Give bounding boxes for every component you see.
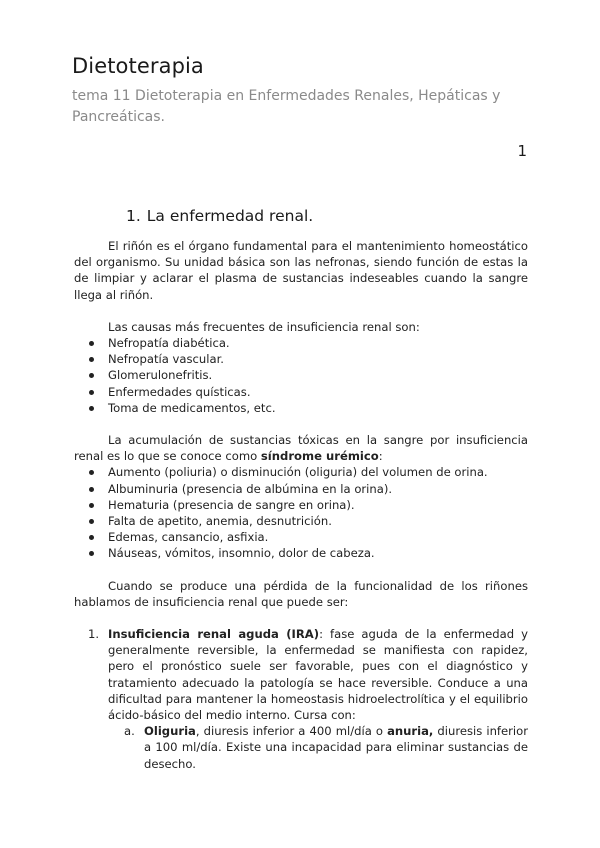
type-name: Insuficiencia renal aguda (IRA) (108, 627, 320, 642)
list-item: Nefropatía diabética. (88, 335, 528, 351)
list-item: Falta de apetito, anemia, desnutrición. (88, 513, 528, 529)
document-subtitle: tema 11 Dietoterapia en Enfermedades Renales, Hepáticas y Pancreáticas. (72, 88, 501, 125)
causes-list (74, 335, 528, 416)
page-number: 1 (517, 142, 527, 160)
subitem-text-1: , diuresis inferior a 400 ml/día o (195, 724, 388, 739)
symptoms-list (74, 464, 528, 561)
document-body (74, 238, 528, 772)
uremic-text: La acumulación de sustancias tóxicas en la sangre por insuficiencia renal es lo que se conoce como (74, 433, 528, 464)
types-list (74, 626, 528, 772)
list-item: Hematuria (presencia de sangre en orina). (88, 497, 528, 513)
list-item: Edemas, cansancio, asfixia. (88, 529, 528, 545)
paragraph-causes-intro: Las causas más frecuentes de insuficiencia renal son: (108, 319, 420, 334)
section-title: La enfermedad renal. (146, 207, 314, 225)
subitem-marker: a. (124, 724, 135, 739)
document-title: Dietoterapia (72, 54, 204, 78)
subitem-term-2: anuria, (387, 724, 434, 739)
paragraph-intro: El riñón es el órgano fundamental para el mantenimiento homeostático del organismo. Su unidad básica son las nefronas, siendo función de estas la de limpiar y aclarar el plasma de sustancias indeseables cuando la sangre llega al riñón. (74, 239, 528, 302)
section-heading (126, 207, 313, 225)
type-item-ira (74, 626, 528, 772)
subitem-term-1: Oliguria (144, 724, 196, 739)
list-item: Aumento (poliuria) o disminución (oliguria) del volumen de orina. (88, 464, 528, 480)
list-item: Glomerulonefritis. (88, 367, 528, 383)
list-item: Albuminuria (presencia de albúmina en la orina). (88, 481, 528, 497)
type-marker: 1. (88, 627, 100, 642)
paragraph-types-intro: Cuando se produce una pérdida de la funcionalidad de los riñones hablamos de insuficiencia renal que puede ser: (74, 578, 528, 609)
type-description: : fase aguda de la enfermedad y generalmente reversible, la enfermedad se manifiesta con rapidez, pero el pronóstico suele ser favorable, pues con el diagnóstico y tratamiento adecuado la patología se hace reversible. Conduce a una dificultad para mantener la homeostasis hidroelectrolítica y el equilibrio ácido-básico del medio interno. Cursa con: (108, 627, 529, 723)
section-number: 1. (126, 207, 141, 225)
uremic-colon: : (378, 449, 383, 464)
list-item: Nefropatía vascular. (88, 351, 528, 367)
paragraph-uremic (74, 432, 528, 464)
type-subitems (108, 723, 528, 772)
subitem-oliguria (108, 723, 528, 772)
uremic-term: síndrome urémico (260, 449, 379, 464)
subitem-text-2: diuresis inferior a 100 ml/día. Existe una incapacidad para eliminar sustancias de desecho. (144, 724, 528, 771)
list-item: Náuseas, vómitos, insomnio, dolor de cabeza. (88, 545, 528, 561)
list-item: Toma de medicamentos, etc. (88, 400, 528, 416)
list-item: Enfermedades quísticas. (88, 384, 528, 400)
